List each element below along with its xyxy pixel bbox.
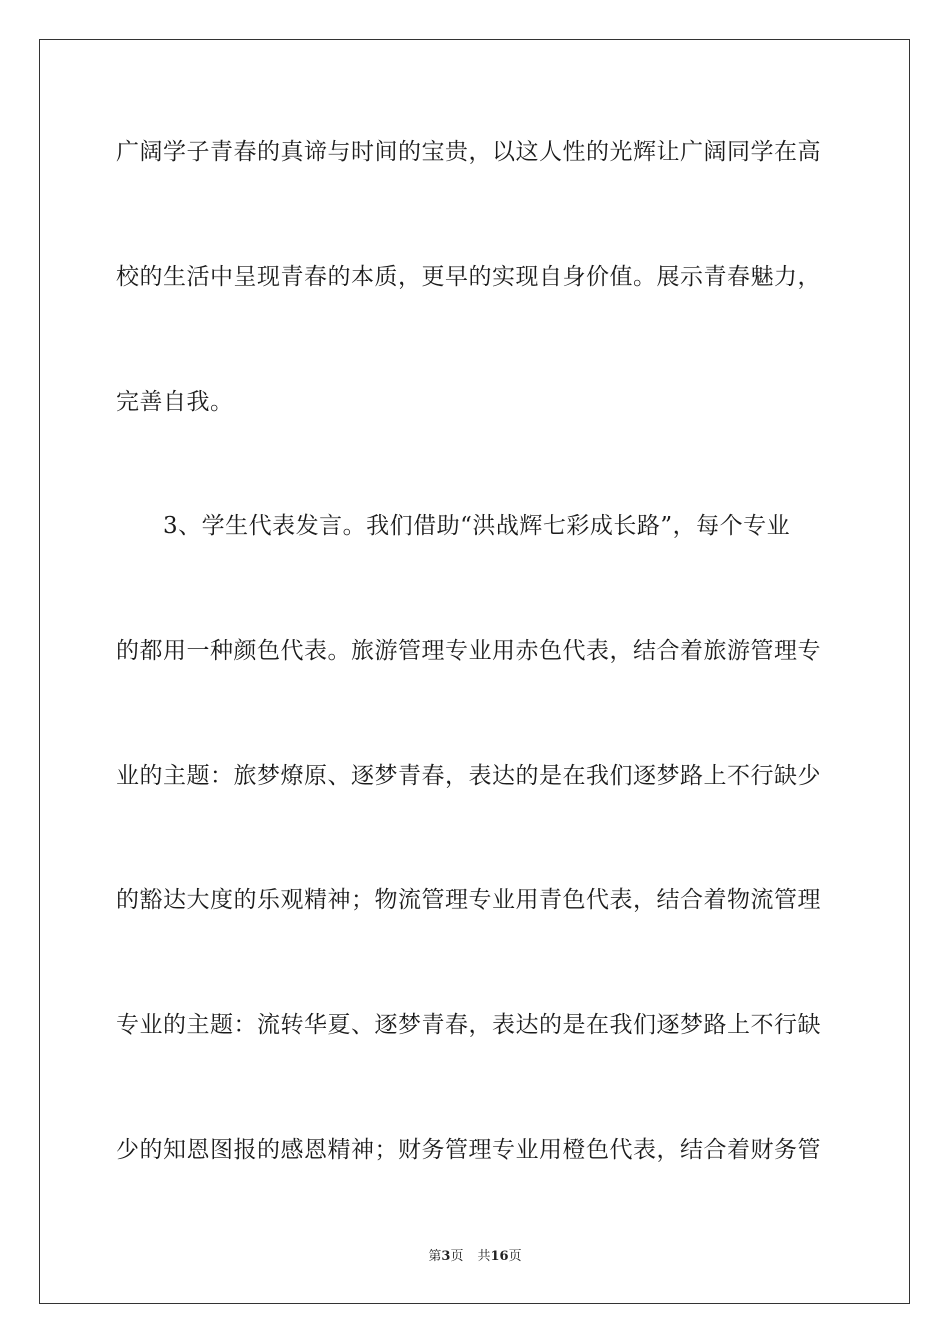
page-number: 3 [441, 1249, 451, 1264]
body-text-line: 3、学生代表发言。我们借助“洪战辉七彩成长路”，每个专业 [116, 513, 791, 539]
total-pages: 16 [490, 1249, 509, 1264]
body-text-line: 校的生活中呈现青春的本质，更早的实现自身价值。展示青春魅力， [116, 264, 821, 290]
total-suffix: 页 [508, 1249, 522, 1264]
page-footer [0, 1248, 950, 1266]
body-text-line: 的豁达大度的乐观精神；物流管理专业用青色代表，结合着物流管理 [116, 887, 821, 913]
body-text-line: 广阔学子青春的真谛与时间的宝贵，以这人性的光辉让广阔同学在高 [116, 139, 821, 165]
page-border [39, 39, 910, 1304]
page-suffix: 页 [450, 1249, 464, 1264]
body-text-line: 的都用一种颜色代表。旅游管理专业用赤色代表，结合着旅游管理专 [116, 638, 821, 664]
body-text-line: 业的主题：旅梦燎原、逐梦青春，表达的是在我们逐梦路上不行缺少 [116, 763, 821, 789]
page-prefix: 第 [428, 1249, 442, 1264]
body-text-line: 完善自我。 [116, 389, 234, 415]
total-prefix: 共 [477, 1249, 491, 1264]
body-text-line: 少的知恩图报的感恩精神；财务管理专业用橙色代表，结合着财务管 [116, 1137, 821, 1163]
body-text-line: 专业的主题：流转华夏、逐梦青春，表达的是在我们逐梦路上不行缺 [116, 1012, 821, 1038]
